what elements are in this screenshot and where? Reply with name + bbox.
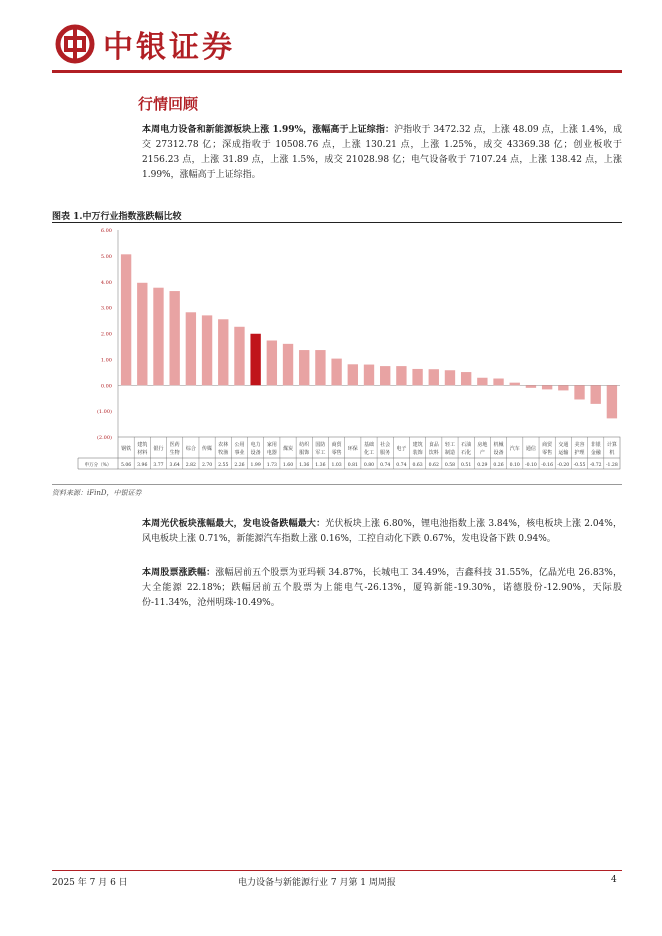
category-label: 金融 xyxy=(590,450,601,456)
category-label: 基础 xyxy=(363,442,375,448)
category-label: 服饰 xyxy=(299,450,310,456)
category-label: 牧渔 xyxy=(218,450,229,456)
category-label: 社会 xyxy=(380,442,391,448)
footer-rule xyxy=(52,870,622,871)
bar xyxy=(591,385,601,404)
bar xyxy=(331,359,341,386)
value-label: 1.36 xyxy=(299,463,310,468)
category-label: 装饰 xyxy=(412,450,423,456)
row-label: 申万分（%） xyxy=(84,463,112,468)
value-label: 0.26 xyxy=(493,463,504,468)
value-label: -0.10 xyxy=(525,463,537,468)
value-label: 0.62 xyxy=(428,463,439,468)
category-label: 零售 xyxy=(331,450,342,456)
value-label: -0.55 xyxy=(573,463,586,468)
bar xyxy=(121,254,131,385)
bar xyxy=(283,344,293,385)
value-label: 3.96 xyxy=(137,463,148,468)
category-label: 国防 xyxy=(315,442,326,448)
category-label: 生物 xyxy=(169,450,180,456)
bar xyxy=(542,385,552,389)
bar xyxy=(299,350,309,385)
sector-text: 光伏板块上涨 6.80%，锂电池指数上涨 3.84%，核电板块上涨 2.04%，风电板块上涨 0.71%，新能源汽车指数上涨 0.16%，工控自动化下跌 0.67%，发电设备下跌 0.94%。 xyxy=(142,519,622,544)
value-label: 2.82 xyxy=(185,463,196,468)
value-label: 0.29 xyxy=(477,463,488,468)
bar xyxy=(315,350,325,385)
sector-paragraph xyxy=(142,517,622,547)
value-label: 1.60 xyxy=(282,463,294,468)
y-tick-label: 4.00 xyxy=(100,279,112,286)
category-label: 煤炭 xyxy=(283,446,294,452)
bar xyxy=(380,366,390,385)
category-label: 军工 xyxy=(315,450,326,456)
sector-lead: 本周光伏板块涨幅最大，发电设备跌幅最大： xyxy=(142,519,326,529)
y-tick-label: 3.00 xyxy=(100,305,112,312)
category-label: 农林 xyxy=(218,442,229,448)
value-label: 3.77 xyxy=(153,463,164,468)
category-label: 钢铁 xyxy=(121,446,132,452)
category-label: 化工 xyxy=(363,450,375,456)
value-label: 0.74 xyxy=(380,463,391,468)
category-label: 非银 xyxy=(590,442,601,448)
bar xyxy=(574,385,584,399)
bar xyxy=(477,378,487,386)
category-label: 汽车 xyxy=(509,446,520,452)
header-rule xyxy=(52,70,622,73)
value-label: 5.06 xyxy=(120,463,132,468)
category-label: 公用 xyxy=(234,442,245,448)
footer-date: 2025 年 7 月 6 日 xyxy=(52,878,128,888)
bar xyxy=(267,340,277,385)
category-label: 美容 xyxy=(574,442,585,448)
y-tick-label: (2.00) xyxy=(96,435,112,441)
category-label: 商贸 xyxy=(331,442,342,448)
bar xyxy=(137,283,147,385)
category-label: 商贸 xyxy=(542,442,553,448)
stock-paragraph xyxy=(142,566,622,611)
value-label: 1.36 xyxy=(315,463,326,468)
category-label: 建筑 xyxy=(137,442,148,448)
category-label: 轻工 xyxy=(444,442,455,448)
category-label: 房地 xyxy=(477,442,488,448)
figure-source: 资料来源：iFinD，中银证券 xyxy=(52,489,142,497)
value-label: -1.28 xyxy=(606,463,618,468)
bar xyxy=(558,385,568,390)
value-label: -0.20 xyxy=(557,463,570,468)
value-label: 0.74 xyxy=(396,463,407,468)
bar xyxy=(445,370,455,385)
source-rule xyxy=(52,484,622,485)
bank-of-china-logo-icon xyxy=(55,24,95,64)
category-label: 服务 xyxy=(380,450,391,456)
category-label: 机械 xyxy=(493,442,504,448)
category-label: 银行 xyxy=(153,446,164,452)
category-label: 设备 xyxy=(493,450,504,456)
category-label: 建筑 xyxy=(412,442,423,448)
category-label: 石油 xyxy=(461,442,472,448)
bar xyxy=(364,365,374,386)
value-label: 0.10 xyxy=(509,463,520,468)
stock-text: 涨幅居前五个股票为亚玛顿 34.87%，长城电工 34.49%，吉鑫科技 31.55%，亿晶光电 26.83%，大全能源 22.18%；跌幅居前五个股票为上能电气-26.13%，厦钨新能-19.30%，诺德股份-12.90%，天际股份-11.34%，沧州明珠-10.49%。 xyxy=(142,568,622,608)
y-tick-label: 5.00 xyxy=(100,253,112,260)
category-label: 设备 xyxy=(250,450,261,456)
category-label: 电子 xyxy=(396,446,407,452)
value-label: 2.55 xyxy=(218,463,229,468)
category-label: 交通 xyxy=(558,442,569,448)
summary-text: 沪指收于 3472.32 点，上涨 48.09 点，上涨 1.4%，成交 27312.78 亿；深成指收于 10508.76 点，上涨 130.21 点，上涨 1.25%，成交 43369.38 亿；创业板收于 2156.23 点，上涨 31.89 点，上涨 1.5%，成交 21028.98 亿；电气设备收于 7107.24 点，上涨 138.42 点，上涨 1.99%，涨幅高于上证综指。 xyxy=(142,125,623,180)
bar xyxy=(234,327,244,385)
value-label: 1.73 xyxy=(266,463,277,468)
bar xyxy=(412,369,422,385)
bar xyxy=(202,315,212,385)
category-label: 环保 xyxy=(347,446,358,452)
summary-paragraph xyxy=(142,123,622,183)
y-tick-label: (1.00) xyxy=(96,409,112,416)
bar xyxy=(153,288,163,386)
category-label: 食品 xyxy=(428,442,439,448)
category-label: 电器 xyxy=(266,450,277,456)
category-label: 计算 xyxy=(606,442,617,448)
industry-change-chart xyxy=(52,224,622,476)
category-label: 运输 xyxy=(558,450,569,456)
category-label: 零售 xyxy=(542,450,553,456)
section-title: 行情回顾 xyxy=(138,95,199,113)
category-label: 通信 xyxy=(525,446,536,452)
value-label: 0.80 xyxy=(363,463,375,468)
summary-lead: 本周电力设备和新能源板块上涨 1.99%，涨幅高于上证综指： xyxy=(142,125,395,135)
brand-name: 中银证券 xyxy=(103,30,235,65)
category-label: 综合 xyxy=(185,446,196,452)
footer-title: 电力设备与新能源行业 7 月第 1 周周报 xyxy=(238,878,396,888)
bar xyxy=(461,372,471,385)
bar xyxy=(218,319,228,385)
stock-lead: 本周股票涨跌幅： xyxy=(142,568,216,578)
bar xyxy=(526,385,536,388)
bar xyxy=(429,369,439,385)
y-tick-label: 0.00 xyxy=(100,383,112,390)
category-label: 事业 xyxy=(234,450,245,456)
value-label: -0.72 xyxy=(589,463,602,468)
y-tick-label: 6.00 xyxy=(100,228,112,234)
bar xyxy=(186,312,196,385)
y-tick-label: 2.00 xyxy=(100,331,112,338)
value-label: 1.99 xyxy=(250,463,261,468)
bar xyxy=(250,334,260,385)
category-label: 产 xyxy=(479,450,485,456)
brand-logo xyxy=(55,24,235,64)
category-label: 纺织 xyxy=(299,442,310,448)
category-label: 电力 xyxy=(250,442,261,448)
bar xyxy=(348,364,358,385)
value-label: 0.51 xyxy=(461,463,472,468)
value-label: -0.16 xyxy=(541,463,554,468)
figure-rule xyxy=(52,222,622,223)
category-label: 饮料 xyxy=(428,450,439,456)
page-number: 4 xyxy=(611,875,617,885)
value-label: 1.03 xyxy=(331,463,342,468)
category-label: 材料 xyxy=(137,450,148,456)
figure-title: 图表 1.中万行业指数涨跌幅比较 xyxy=(52,212,182,222)
value-label: 3.64 xyxy=(169,463,180,468)
y-tick-label: 1.00 xyxy=(100,357,112,364)
value-label: 2.26 xyxy=(234,463,245,468)
value-label: 0.63 xyxy=(412,463,423,468)
bar xyxy=(493,379,503,386)
bar xyxy=(510,383,520,386)
category-label: 医药 xyxy=(169,442,180,448)
value-label: 0.58 xyxy=(444,463,456,468)
bar xyxy=(169,291,179,385)
category-label: 护理 xyxy=(574,450,585,456)
category-label: 传媒 xyxy=(202,446,213,452)
category-label: 机 xyxy=(609,450,615,456)
bar xyxy=(396,366,406,385)
category-label: 制造 xyxy=(444,450,455,456)
value-label: 0.81 xyxy=(347,463,358,468)
bar xyxy=(607,385,617,418)
value-label: 2.70 xyxy=(201,463,213,468)
category-label: 石化 xyxy=(461,450,472,456)
category-label: 家用 xyxy=(266,442,277,448)
